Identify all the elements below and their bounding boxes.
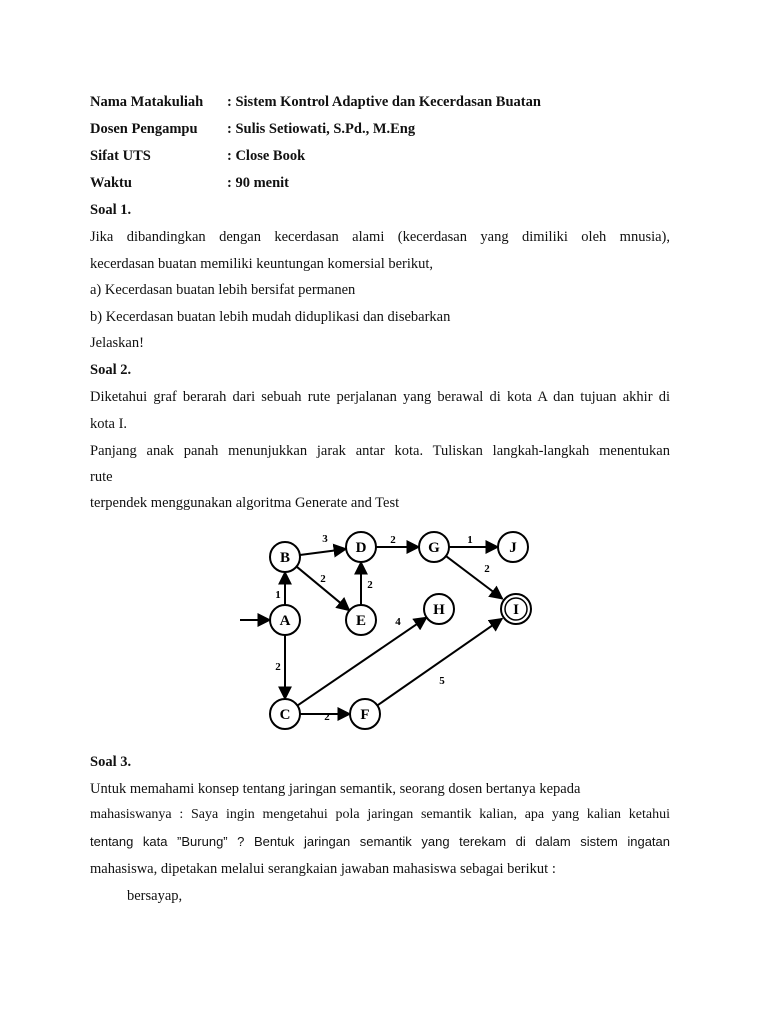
soal1-title: Soal 1. [90, 202, 132, 218]
soal2-line1: Diketahui graf berarah dari sebuah rute perjalanan yang berawal di kota A dan tujuan akhir di [90, 389, 670, 405]
soal1-line1: Jika dibandingkan dengan kecerdasan alami (kecerdasan yang dimiliki oleh mnusia), [90, 229, 670, 245]
edge-weight-A-C: 2 [275, 661, 281, 673]
node-label-A: A [279, 613, 291, 629]
edge-weight-E-D: 2 [367, 579, 373, 591]
node-label-F: F [360, 707, 370, 723]
node-label-E: E [355, 613, 367, 629]
edge-weight-B-E: 2 [320, 573, 326, 585]
edge-B-D [300, 549, 346, 555]
header-label-sifat: Sifat UTS [90, 148, 151, 164]
edge-weight-F-I: 5 [439, 675, 445, 687]
edge-weight-B-D: 3 [322, 533, 328, 545]
edge-weight-C-F: 2 [324, 711, 330, 723]
soal3-line3: tentang kata ”Burung” ? Bentuk jaringan semantik yang terekam di dalam sistem ingatan [90, 834, 670, 849]
header-value-waktu: : 90 menit [227, 175, 290, 191]
soal1-item-a: a) Kecerdasan buatan lebih bersifat permanen [90, 282, 356, 298]
edge-weight-G-J: 1 [467, 534, 473, 546]
edge-G-I [446, 556, 502, 599]
soal2-line5: terpendek menggunakan algoritma Generate and Test [90, 495, 400, 511]
soal3-line1: Untuk memahami konsep tentang jaringan semantik, seorang dosen bertanya kepada [90, 781, 581, 797]
soal3-line2: mahasiswanya : Saya ingin mengetahui pola jaringan semantik kalian, apa yang kalian ketahui [90, 807, 670, 822]
node-label-J: J [509, 540, 517, 556]
header-label-matakuliah: Nama Matakuliah [90, 94, 204, 110]
node-label-H: H [433, 602, 445, 618]
edge-weight-D-G: 2 [390, 534, 396, 546]
edge-weight-G-I: 2 [484, 563, 490, 575]
node-label-B: B [279, 550, 291, 566]
header-value-matakuliah: : Sistem Kontrol Adaptive dan Kecerdasan Buatan [227, 94, 541, 110]
soal1-item-b: b) Kecerdasan buatan lebih mudah diduplikasi dan disebarkan [90, 309, 451, 325]
soal2-line2: kota I. [90, 416, 128, 432]
header-label-dosen: Dosen Pengampu [90, 121, 198, 137]
soal3-title: Soal 3. [90, 754, 132, 770]
soal2-title: Soal 2. [90, 362, 132, 378]
node-label-D: D [355, 540, 367, 556]
header-value-sifat: : Close Book [227, 148, 306, 164]
node-label-I: I [513, 602, 519, 618]
soal1-line2: kecerdasan buatan memiliki keuntungan komersial berikut, [90, 256, 434, 272]
soal1-closing: Jelaskan! [90, 335, 144, 351]
soal3-line4: mahasiswa, dipetakan melalui serangkaian jawaban mahasiswa sebagai berikut : [90, 861, 556, 877]
soal3-line5: bersayap, [127, 888, 183, 904]
header-value-dosen: : Sulis Setiowati, S.Pd., M.Eng [227, 121, 416, 137]
edge-weight-A-B: 1 [275, 589, 281, 601]
edge-F-I [377, 619, 502, 706]
node-label-G: G [428, 540, 440, 556]
soal2-line4: rute [90, 469, 113, 485]
edge-weight-C-H: 4 [395, 616, 401, 628]
node-label-C: C [279, 707, 291, 723]
soal2-line3: Panjang anak panah menunjukkan jarak antar kota. Tuliskan langkah-langkah menentukan [90, 443, 670, 459]
header-label-waktu: Waktu [90, 175, 132, 191]
